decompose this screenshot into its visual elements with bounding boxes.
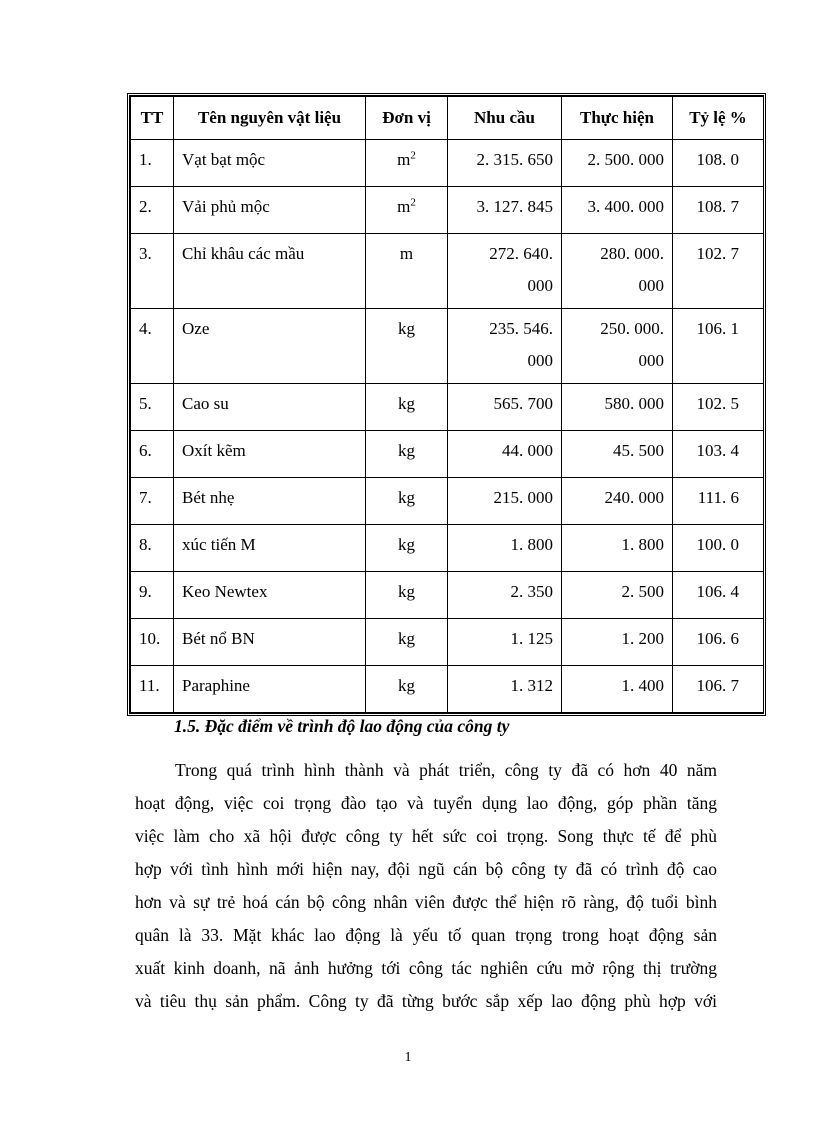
cell-done (562, 234, 673, 309)
cell-unit (366, 140, 448, 187)
cell-material-name: Vải phủ mộc (174, 187, 366, 234)
unit-superscript: 2 (410, 149, 416, 162)
table-row (131, 431, 764, 478)
cell-unit: kg (366, 619, 448, 666)
cell-ratio: 102. 5 (673, 384, 764, 431)
need-line-2: 000 (527, 276, 553, 295)
cell-ratio: 108. 7 (673, 187, 764, 234)
cell-material-name: Bét nhẹ (174, 478, 366, 525)
cell-done: 1. 400 (562, 666, 673, 713)
table-row (131, 666, 764, 713)
cell-tt: 6. (131, 431, 174, 478)
cell-need: 2. 315. 650 (448, 140, 562, 187)
done-line-2: 000 (638, 351, 664, 370)
cell-ratio: 106. 7 (673, 666, 764, 713)
done-line-1: 250. 000. (600, 319, 664, 338)
table-row (131, 140, 764, 187)
paragraph-line: xuất kinh doanh, nã ảnh hưởng tới công tác nghiên cứu mở rộng thị trường (135, 958, 717, 978)
done-line-2: 000 (638, 276, 664, 295)
paragraph-line: hoạt động, việc coi trọng đào tạo và tuyển dụng lao động, góp phần tăng (135, 793, 717, 813)
paragraph-line: hợp với tình hình mới hiện nay, đội ngũ cán bộ công ty đã có trình độ cao (135, 859, 717, 879)
table-row (131, 572, 764, 619)
cell-material-name: Oze (174, 309, 366, 384)
cell-done: 2. 500 (562, 572, 673, 619)
table-row (131, 309, 764, 384)
cell-done (562, 309, 673, 384)
cell-tt: 10. (131, 619, 174, 666)
materials-table-wrapper (127, 93, 766, 716)
cell-unit: kg (366, 572, 448, 619)
cell-ratio: 102. 7 (673, 234, 764, 309)
done-line-1: 280. 000. (600, 244, 664, 263)
cell-unit (366, 187, 448, 234)
paragraph-line: quân là 33. Mặt khác lao động là yếu tố quan trọng trong hoạt động sản (135, 925, 717, 945)
cell-unit: kg (366, 478, 448, 525)
table-row (131, 187, 764, 234)
cell-ratio: 103. 4 (673, 431, 764, 478)
cell-unit: kg (366, 309, 448, 384)
cell-need: 215. 000 (448, 478, 562, 525)
table-header-row (131, 97, 764, 140)
cell-ratio: 106. 1 (673, 309, 764, 384)
cell-done: 1. 200 (562, 619, 673, 666)
cell-ratio: 106. 4 (673, 572, 764, 619)
header-done: Thực hiện (562, 97, 673, 140)
unit-text: m (397, 150, 411, 169)
page-number: 1 (404, 1050, 412, 1065)
cell-tt: 4. (131, 309, 174, 384)
cell-material-name: Paraphine (174, 666, 366, 713)
cell-material-name: Chỉ khâu các mầu (174, 234, 366, 309)
cell-done: 240. 000 (562, 478, 673, 525)
cell-unit: kg (366, 384, 448, 431)
paragraph-line: Trong quá trình hình thành và phát triển, công ty đã có hơn 40 năm (175, 760, 717, 780)
cell-tt: 8. (131, 525, 174, 572)
cell-material-name: xúc tiến M (174, 525, 366, 572)
cell-need (448, 234, 562, 309)
header-ratio: Tỷ lệ % (673, 97, 764, 140)
cell-done: 580. 000 (562, 384, 673, 431)
cell-material-name: Vạt bạt mộc (174, 140, 366, 187)
cell-need: 1. 125 (448, 619, 562, 666)
cell-unit: kg (366, 431, 448, 478)
cell-unit: kg (366, 525, 448, 572)
table-row (131, 234, 764, 309)
cell-ratio: 108. 0 (673, 140, 764, 187)
paragraph-line: hơn và sự trẻ hoá cán bộ công nhân viên được thể hiện rõ ràng, độ tuổi bình (135, 892, 717, 912)
section-paragraph (135, 754, 717, 1018)
cell-ratio: 106. 6 (673, 619, 764, 666)
table-row (131, 619, 764, 666)
cell-tt: 3. (131, 234, 174, 309)
cell-done: 3. 400. 000 (562, 187, 673, 234)
need-line-2: 000 (527, 351, 553, 370)
cell-tt: 9. (131, 572, 174, 619)
header-need: Nhu cầu (448, 97, 562, 140)
header-tt: TT (131, 97, 174, 140)
materials-table (130, 96, 764, 713)
cell-unit: m (366, 234, 448, 309)
unit-text: m (397, 197, 411, 216)
cell-need: 3. 127. 845 (448, 187, 562, 234)
paragraph-line: và tiêu thụ sản phẩm. Công ty đã từng bước sắp xếp lao động phù hợp với (135, 991, 717, 1011)
cell-need: 565. 700 (448, 384, 562, 431)
table-row (131, 525, 764, 572)
cell-need (448, 309, 562, 384)
unit-superscript: 2 (410, 196, 416, 209)
cell-material-name: Bét nổ BN (174, 619, 366, 666)
cell-tt: 2. (131, 187, 174, 234)
cell-need: 2. 350 (448, 572, 562, 619)
need-line-1: 235. 546. (489, 319, 553, 338)
cell-done: 45. 500 (562, 431, 673, 478)
table-row (131, 478, 764, 525)
cell-done: 2. 500. 000 (562, 140, 673, 187)
section-heading: 1.5. Đặc điểm về trình độ lao động của công ty (174, 716, 510, 736)
cell-need: 1. 800 (448, 525, 562, 572)
cell-done: 1. 800 (562, 525, 673, 572)
cell-tt: 5. (131, 384, 174, 431)
cell-tt: 1. (131, 140, 174, 187)
cell-unit: kg (366, 666, 448, 713)
cell-material-name: Cao su (174, 384, 366, 431)
cell-material-name: Keo Newtex (174, 572, 366, 619)
paragraph-line: việc làm cho xã hội được công ty hết sức coi trọng. Song thực tế để phù (135, 826, 717, 846)
header-unit: Đơn vị (366, 97, 448, 140)
table-row (131, 384, 764, 431)
need-line-1: 272. 640. (489, 244, 553, 263)
cell-need: 44. 000 (448, 431, 562, 478)
cell-need: 1. 312 (448, 666, 562, 713)
cell-tt: 11. (131, 666, 174, 713)
cell-material-name: Oxít kẽm (174, 431, 366, 478)
cell-ratio: 100. 0 (673, 525, 764, 572)
cell-ratio: 111. 6 (673, 478, 764, 525)
header-material-name: Tên nguyên vật liệu (174, 97, 366, 140)
cell-tt: 7. (131, 478, 174, 525)
